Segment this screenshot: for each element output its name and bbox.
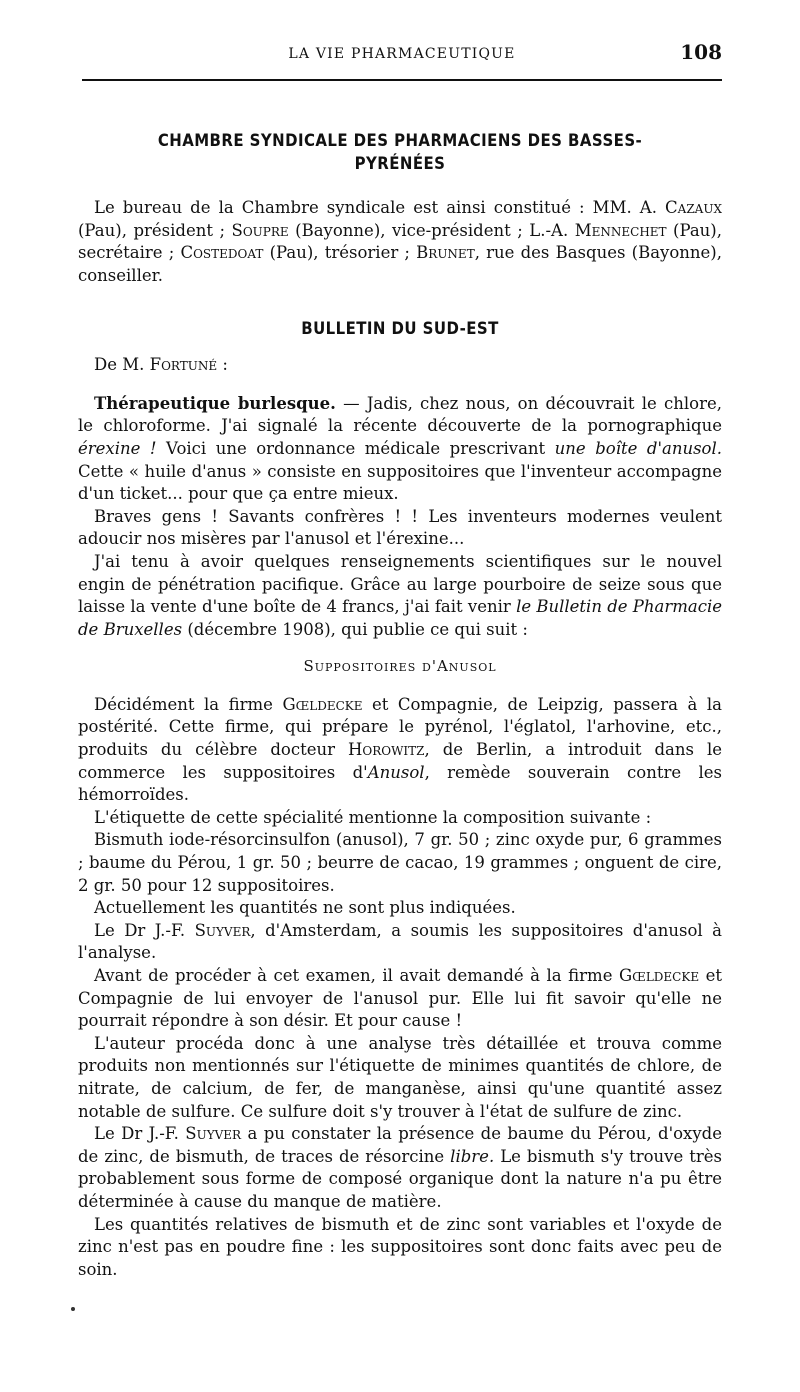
italic-run: libre. [450,1146,495,1166]
text-run: (Bayonne), vice-président ; L.-A. [288,220,575,240]
running-title: LA VIE PHARMACEUTIQUE [288,46,516,62]
text-run: Le bismuth s'y trouve très probablement sous forme de composé organique dont la nature n'a pu être déterminée à cause du manque de matière. [78,1146,722,1211]
text-run: Le Dr J.-F. [94,920,195,940]
article-heading: Suppositoires d'Anusol [303,657,497,676]
text-run: , de Berlin, a introduit dans le commerce les suppositoires d' [78,740,722,782]
company-name: Gœldecke [282,694,363,714]
text-run: Le bureau de la Chambre syndicale est ainsi constitué : MM. A. [94,198,666,218]
company-name: Gœldecke [619,966,700,985]
italic-run: une boîte d'anusol. [554,438,722,458]
person-name: Cazaux [665,198,722,218]
section-heading-bulletin: BULLETIN DU SUD-EST [301,318,499,339]
paragraph-therapeutique [78,393,722,506]
paragraph-goeldecke [78,694,722,807]
text-run: : [217,355,228,375]
author-name: Fortuné [149,355,218,375]
paragraph-examen [78,965,722,1033]
paragraph-braves-gens: Braves gens ! Savants confrères ! ! Les inventeurs modernes veulent adoucir nos misères par l'anusol et l'érexine... [78,506,722,549]
text-run: (Pau), président ; [78,220,232,240]
italic-run: Anusol [367,762,425,782]
person-name: Costedoat [180,243,264,263]
paragraph-renseignements [78,551,722,641]
section-heading-chambre: CHAMBRE SYNDICALE DES PHARMACIENS DES BASSES-PYRÉNÉES [157,131,643,174]
person-name: Mennechet [574,220,667,240]
text-run: et Compagnie, de Leipzig, passera à la postérité. Cette firme, qui prépare le pyrénol, l'églatol, l'arhovine, etc., produits du célèbre docteur [78,694,722,760]
person-name: Horowitz [347,740,425,760]
text-run: Décidément la firme [94,694,283,714]
text-run: (Pau), secrétaire ; [78,220,722,263]
text-run: (Pau), trésorier ; [263,243,417,263]
page-header [82,38,722,78]
text-run: — Jadis, chez nous, on découvrait le chlore, le chloroforme. J'ai signalé la récente découverte de la pornographique [78,393,722,436]
text-run: et Compagnie de lui envoyer de l'anusol pur. Elle lui fit savoir qu'elle ne pourrait répondre à son désir. Et pour cause ! [78,966,723,1031]
paragraph-composition: Bismuth iode-résorcinsulfon (anusol), 7 gr. 50 ; zinc oxyde pur, 6 grammes ; baume du Pérou, 1 gr. 50 ; beurre de cacao, 19 grammes ; onguent de cire, 2 gr. 50 pour 12 suppositoires. [78,830,722,895]
paragraph-quantites: Actuellement les quantités ne sont plus indiquées. [94,898,516,918]
header-rule [82,79,722,81]
italic-run: érexine ! [78,438,157,458]
paragraph-suyver-analyse [78,920,722,965]
person-name: Soupre [231,220,289,240]
paragraph-baume-perou [78,1123,722,1213]
page-body [78,122,722,1281]
paragraph-etiquette: L'étiquette de cette spécialité mentionne la composition suivante : [94,807,652,827]
text-run: (décembre 1908), qui publie ce qui suit : [182,619,528,639]
stray-mark [71,1307,75,1311]
text-run: , remède souverain contre les hémorroïdes. [78,762,723,805]
italic-run: le Bulletin de Pharmacie de Bruxelles [78,597,722,639]
text-run: Le Dr J.-F. [94,1124,186,1144]
text-run: Voici une ordonnance médicale prescrivant [156,438,555,458]
text-run: De M. [94,355,150,375]
person-name: Brunet [416,243,475,263]
paragraph-analyse-detaillee: L'auteur procéda donc à une analyse très détaillée et trouva comme produits non mentionnés sur l'étiquette de minimes quantités de chlore, de nitrate, de calcium, de fer, de manganèse, ainsi qu'une quantité assez notable de sulfure. Ce sulfure doit s'y trouver à l'état de sulfure de zinc. [78,1033,722,1121]
text-run: a pu constater la présence de baume du Pérou, d'oxyde de zinc, de bismuth, de traces de résorcine [78,1124,722,1166]
lead-title: Thérapeutique burlesque. [94,393,336,413]
page-number: 108 [680,40,722,64]
text-run: J'ai tenu à avoir quelques renseignements scientifiques sur le nouvel engin de pénétration pacifique. Grâce au large pourboire de seize sous que laisse la vente d'une boîte de 4 francs, j'ai fait venir [78,551,722,617]
paragraph-bureau [78,197,722,287]
text-run: Cette « huile d'anus » consiste en suppositoires que l'inventeur accompagne d'un ticket... pour que ça entre mieux. [78,461,722,504]
text-run: , rue des Basques (Bayonne), conseiller. [78,243,722,285]
person-name: Suyver [185,1124,242,1144]
text-run: , d'Amsterdam, a soumis les suppositoires d'anusol à l'analyse. [78,920,722,963]
byline [78,354,722,377]
paragraph-conclusion: Les quantités relatives de bismuth et de zinc sont variables et l'oxyde de zinc n'est pas en poudre fine : les suppositoires sont donc faits avec peu de soin. [78,1214,722,1279]
person-name: Suyver [194,920,251,940]
text-run: Avant de procéder à cet examen, il avait demandé à la firme [94,966,619,985]
